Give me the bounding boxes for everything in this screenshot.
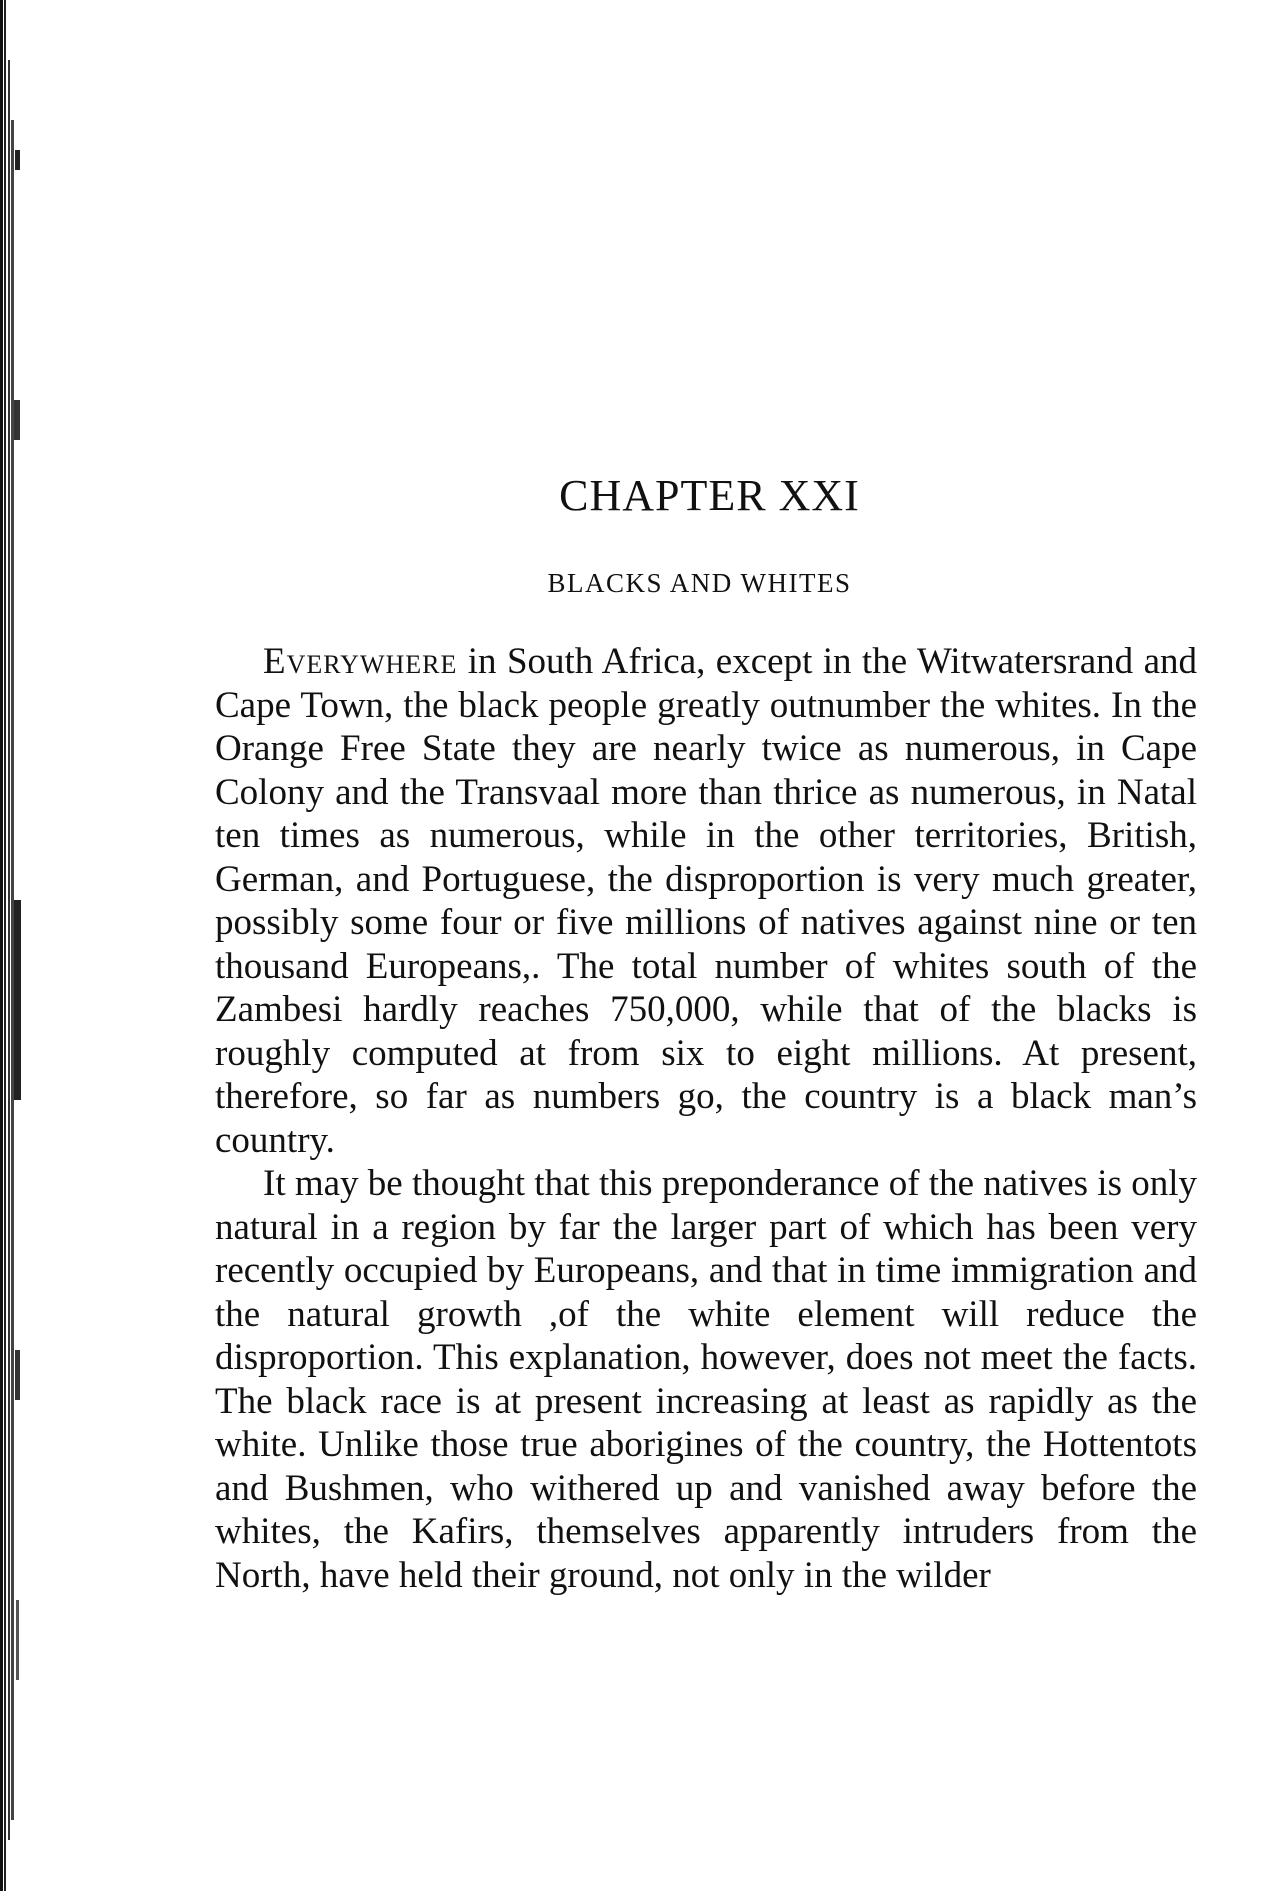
paragraph-2: It may be thought that this preponderance of the natives is only natural in a region by far the larger part of which has been very recently occupied by Europeans, and that in time immigration and the natural growth ,of the white element will reduce the disproportion. This explanation, however, does not meet the facts. The black race is at present increasing at least as rapidly as the white. Unlike those true aborigines of the country, the Hottentots and Bushmen, who withered up and vanished away before the whites, the Kafirs, themselves apparently intruders from the North, have held their ground, not only in the wilder bbox=[215, 1163, 1198, 1596]
paragraph-1 bbox=[215, 640, 1197, 1162]
chapter-subtitle: BLACKS AND WHITES bbox=[547, 568, 852, 598]
chapter-title: CHAPTER XXI bbox=[559, 471, 860, 520]
page-binding-edge bbox=[0, 0, 28, 1891]
body-text bbox=[215, 640, 1197, 1597]
paragraph-1-text: in South Africa, except in the Witwatersrand and Cape Town, the black people greatly outnumber the whites. In the Orange Free State they are nearly twice as numerous, in Cape Colony and the Transvaal more than thrice as numerous, in Natal ten times as numerous, while in the other territories, British, German, and Portuguese, the disproportion is very much greater, possibly some four or five millions of natives against nine or ten thousand Europeans,. The total number of whites south of the Zambesi hardly reaches 750,000, while that of the blacks is roughly computed at from six to eight millions. At present, therefore, so far as numbers go, the country is a black man’s country. bbox=[215, 641, 1197, 1161]
paragraph-lead-word: Everywhere bbox=[263, 641, 458, 682]
